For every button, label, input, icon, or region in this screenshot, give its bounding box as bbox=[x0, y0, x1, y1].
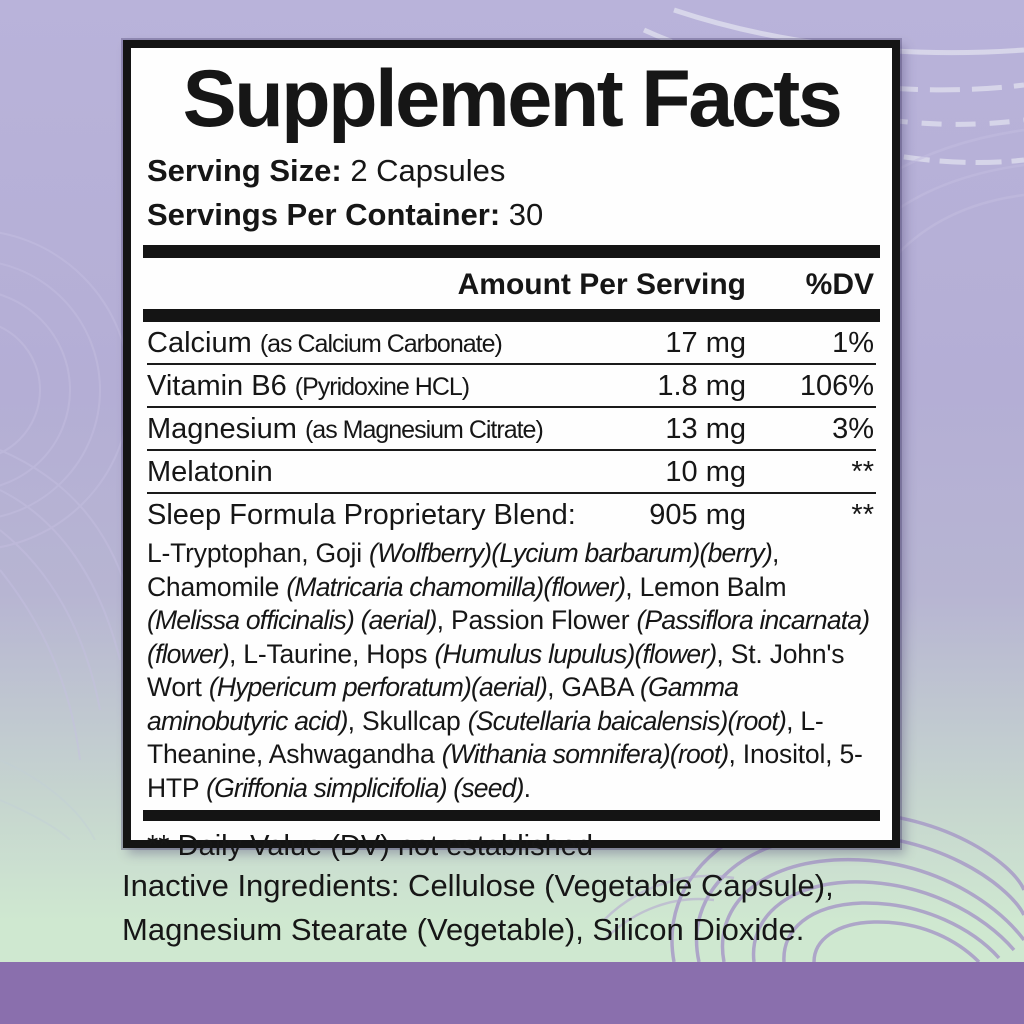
blend-botanical-name: (Griffonia simplicifolia) (seed) bbox=[206, 772, 524, 803]
blend-ingredient-text: , Lemon Balm bbox=[625, 571, 787, 602]
table-row bbox=[147, 363, 876, 406]
nutrient-name: Calcium (as Calcium Carbonate) bbox=[147, 327, 502, 360]
blend-ingredient-text: , Inositol, 5-HTP bbox=[147, 739, 863, 803]
nutrient-dv: 1% bbox=[832, 327, 874, 360]
blend-botanical-name: (Humulus lupulus)(flower) bbox=[434, 638, 717, 669]
dv-footnote: ** Daily Value (DV) not established bbox=[147, 830, 593, 863]
blend-botanical-name: (Hypericum perforatum)(aerial) bbox=[208, 672, 548, 703]
servings-per-container-label: Servings Per Container: bbox=[147, 196, 501, 232]
blend-botanical-name: (Matricaria chamomilla)(flower) bbox=[286, 571, 626, 602]
serving-info bbox=[147, 149, 876, 236]
nutrient-dv: ** bbox=[851, 456, 874, 489]
nutrient-dv: ** bbox=[851, 499, 874, 532]
table-row bbox=[147, 449, 876, 492]
nutrient-name: Sleep Formula Proprietary Blend: bbox=[147, 499, 576, 532]
divider-bar-thick bbox=[143, 245, 880, 258]
nutrient-name: Magnesium (as Magnesium Citrate) bbox=[147, 413, 543, 446]
nutrient-amount: 905 mg bbox=[649, 499, 746, 532]
nutrient-amount: 17 mg bbox=[665, 327, 746, 360]
blend-ingredients bbox=[147, 537, 876, 805]
panel-title: Supplement Facts bbox=[182, 54, 841, 144]
divider-bar-thick bbox=[143, 810, 880, 821]
blend-ingredient-text: , Passion Flower bbox=[436, 605, 637, 636]
nutrient-amount: 10 mg bbox=[665, 456, 746, 489]
blend-ingredient-text: , Skullcap bbox=[347, 705, 468, 736]
serving-size-line bbox=[147, 149, 876, 192]
bottom-color-band bbox=[0, 962, 1024, 1024]
nutrient-detail: (Pyridoxine HCL) bbox=[294, 373, 470, 402]
serving-size-value: 2 Capsules bbox=[350, 153, 506, 189]
dv-column-header: %DV bbox=[805, 268, 874, 302]
table-row bbox=[147, 492, 876, 535]
blend-botanical-name: (Scutellaria baicalensis)(root) bbox=[467, 705, 787, 736]
blend-botanical-name: (Withania somnifera)(root) bbox=[441, 739, 729, 770]
blend-ingredient-text: , St. John's Wort bbox=[147, 638, 845, 703]
table-header-row bbox=[147, 258, 876, 309]
swirl-decoration-left bbox=[0, 60, 130, 840]
blend-ingredient-text: , L-Theanine, Ashwagandha bbox=[147, 705, 824, 770]
nutrient-dv: 3% bbox=[832, 413, 874, 446]
nutrient-rows bbox=[147, 322, 876, 535]
blend-ingredient-text: . bbox=[523, 772, 531, 803]
serving-size-label: Serving Size: bbox=[147, 153, 342, 189]
nutrient-name: Melatonin bbox=[147, 456, 273, 489]
supplement-facts-panel bbox=[123, 40, 900, 863]
blend-botanical-name: (Passiflora incarnata)(flower) bbox=[147, 605, 870, 669]
nutrient-amount: 13 mg bbox=[665, 413, 746, 446]
nutrient-detail: (as Magnesium Citrate) bbox=[304, 416, 543, 445]
servings-per-container-line bbox=[147, 193, 876, 236]
servings-per-container-value: 30 bbox=[508, 196, 544, 232]
blend-botanical-name: (Melissa officinalis) (aerial) bbox=[147, 605, 437, 636]
inactive-ingredients-text: Inactive Ingredients: Cellulose (Vegetable Capsule), Magnesium Stearate (Vegetable), Silicon Dioxide. bbox=[122, 868, 834, 948]
blend-ingredient-text: , L-Taurine, Hops bbox=[228, 638, 435, 669]
table-row bbox=[147, 406, 876, 449]
nutrient-amount: 1.8 mg bbox=[657, 370, 746, 403]
blend-botanical-name: (Wolfberry)(Lycium barbarum)(berry) bbox=[369, 538, 772, 569]
blend-botanical-name: (Gamma aminobutyric acid) bbox=[147, 672, 739, 736]
nutrient-detail: (as Calcium Carbonate) bbox=[259, 330, 502, 359]
blend-ingredient-text: L-Tryptophan, Goji bbox=[147, 538, 370, 569]
table-row bbox=[147, 322, 876, 363]
blend-ingredient-text: , GABA bbox=[547, 672, 640, 703]
nutrient-name: Vitamin B6 (Pyridoxine HCL) bbox=[147, 370, 470, 403]
amount-column-header: Amount Per Serving bbox=[457, 268, 746, 302]
nutrient-dv: 106% bbox=[799, 370, 874, 403]
blend-ingredient-text: , Chamomile bbox=[147, 538, 780, 602]
